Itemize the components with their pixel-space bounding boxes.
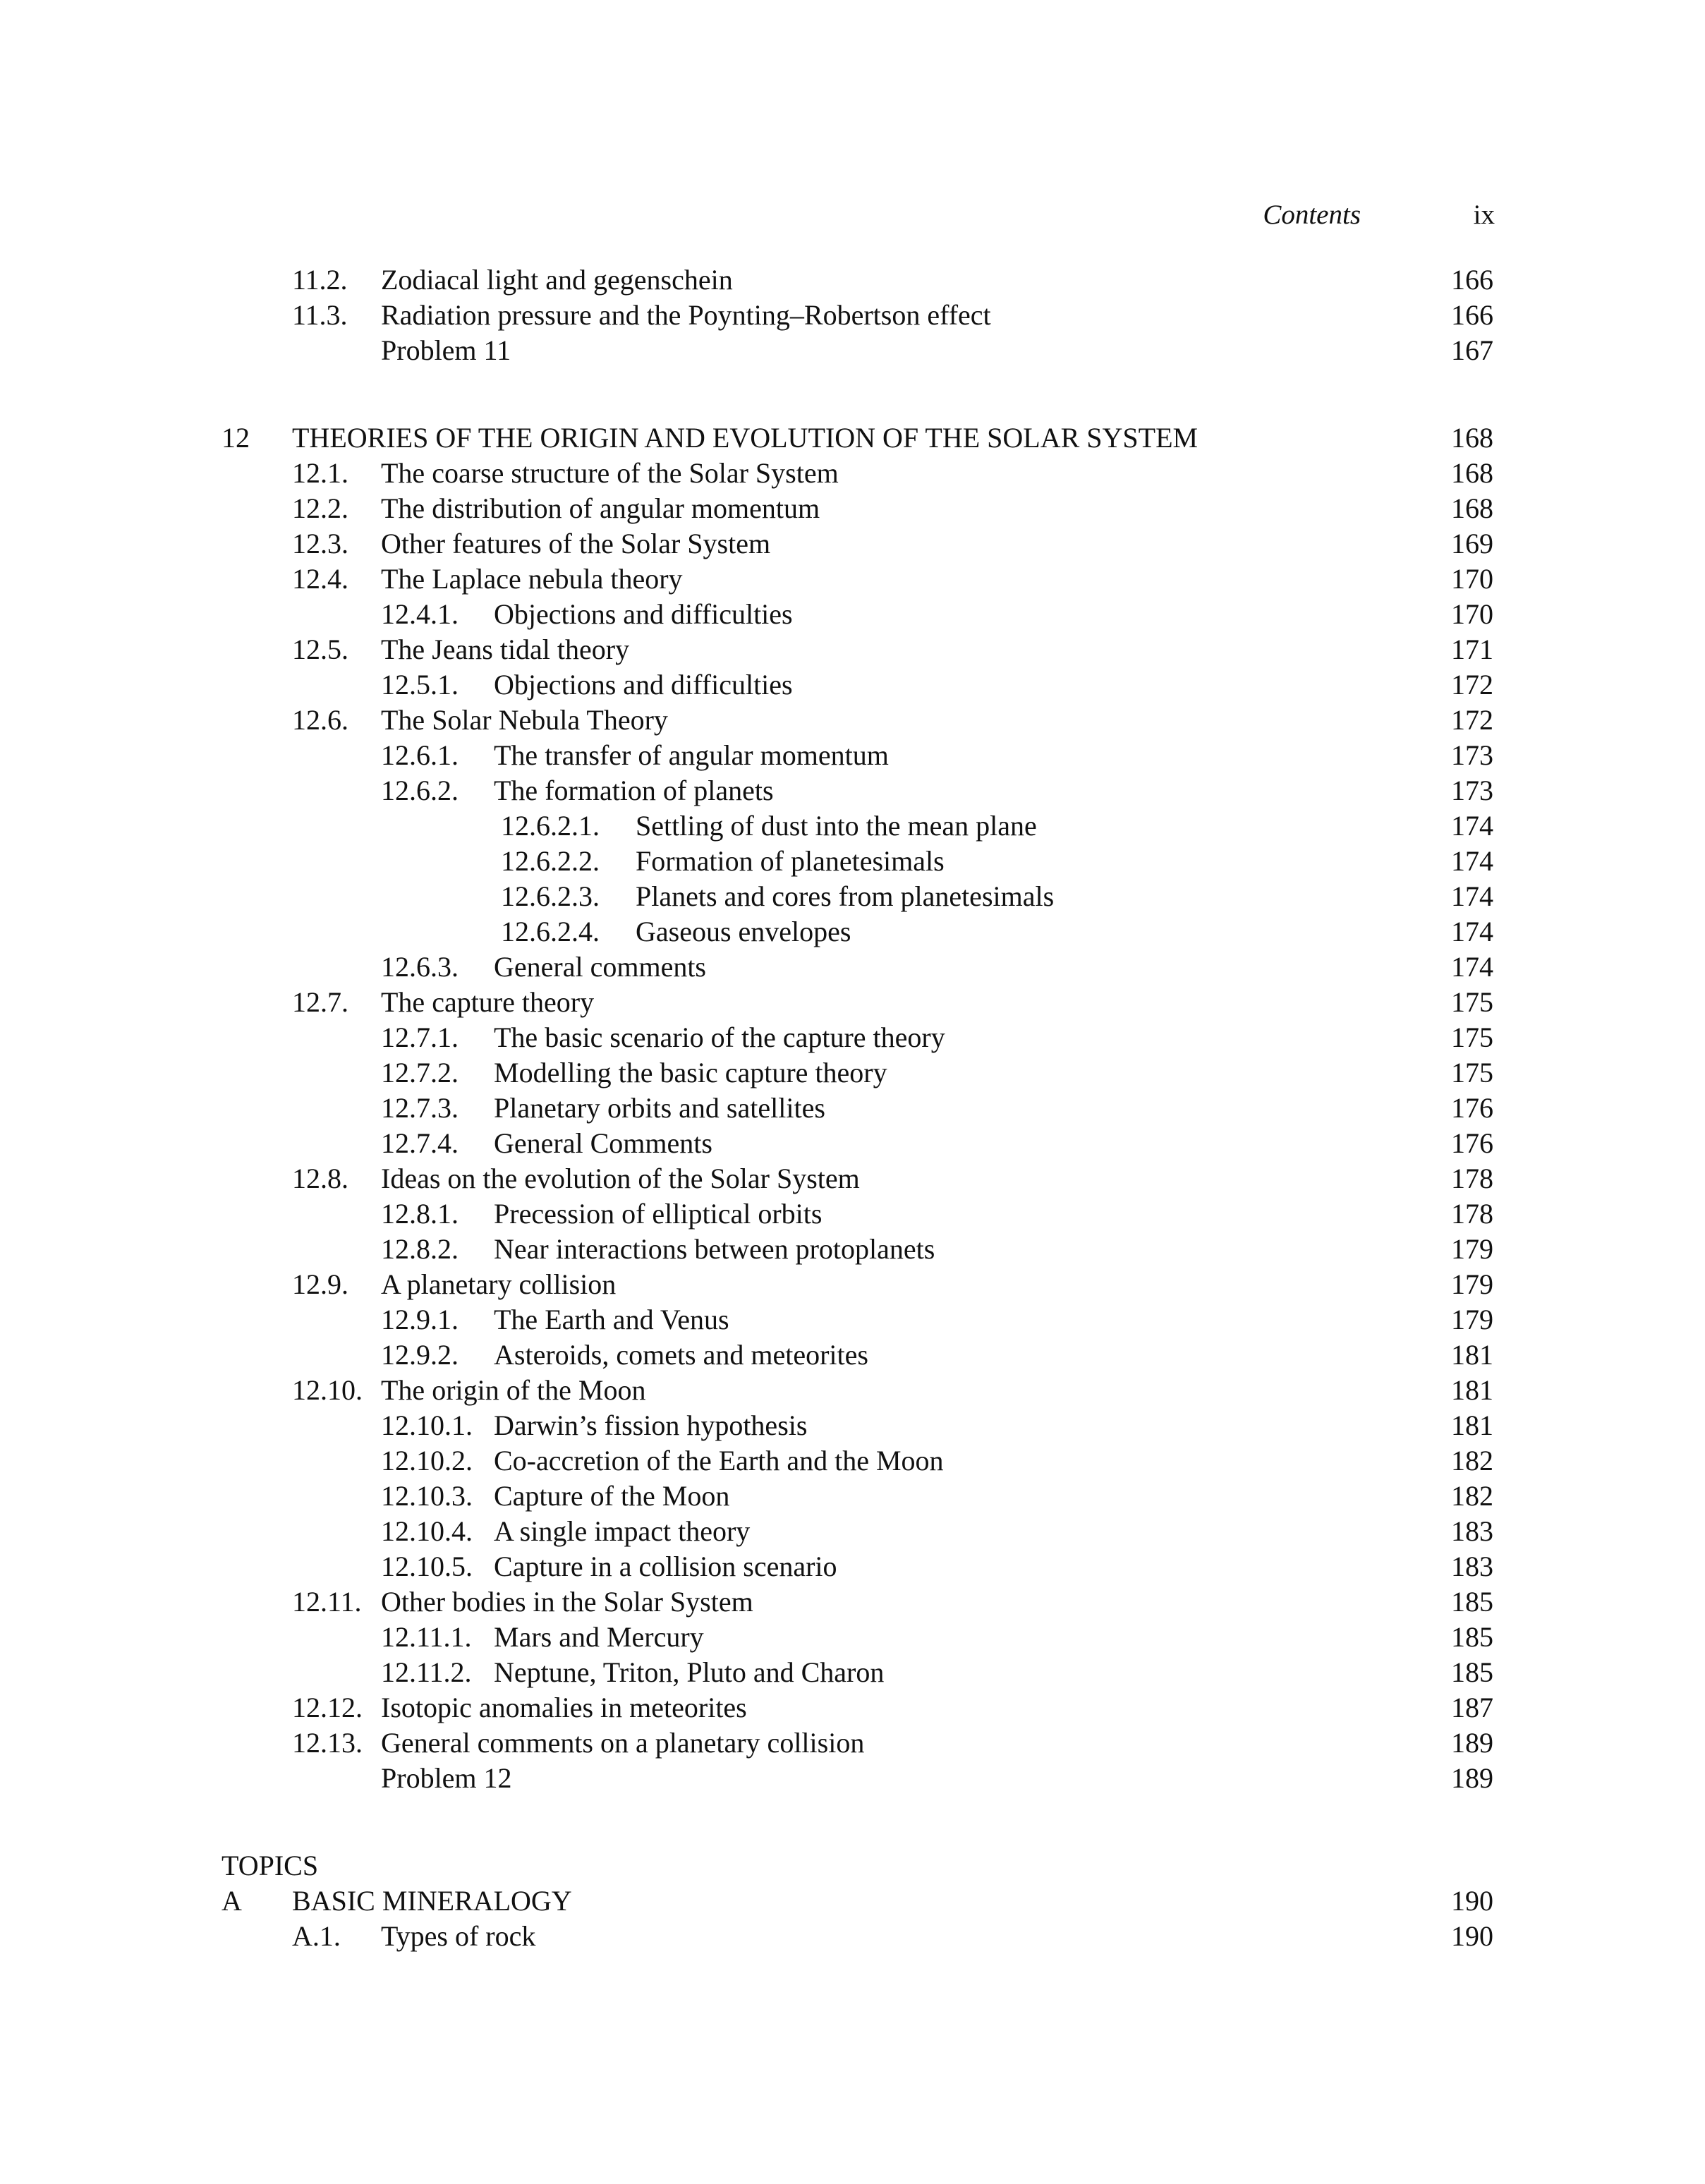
toc-entry[interactable] xyxy=(0,1479,1705,1514)
toc-entry-page: 181 xyxy=(1451,1339,1493,1371)
toc-entry-number: 12.10.5. xyxy=(381,1551,473,1582)
toc-entry-title: Formation of planetesimals xyxy=(636,845,945,877)
toc-entry[interactable] xyxy=(0,1514,1705,1549)
toc-entry[interactable] xyxy=(0,1161,1705,1196)
toc-entry-title: Capture in a collision scenario xyxy=(494,1551,837,1582)
toc-entry-page: 185 xyxy=(1451,1656,1493,1688)
toc-entry-title: Types of rock xyxy=(381,1920,536,1952)
toc-entry[interactable] xyxy=(0,773,1705,808)
toc-entry-title: Near interactions between protoplanets xyxy=(494,1233,935,1265)
toc-entry[interactable] xyxy=(0,562,1705,597)
toc-entry-page: 179 xyxy=(1451,1233,1493,1265)
toc-entry[interactable] xyxy=(0,738,1705,773)
toc-entry-number: 12.4.1. xyxy=(381,598,459,630)
toc-entry-title: Other features of the Solar System xyxy=(381,528,771,559)
running-title: Contents xyxy=(1263,200,1361,230)
toc-entry-page: 175 xyxy=(1451,1057,1493,1088)
toc-entry-number: 12.11.1. xyxy=(381,1621,472,1653)
toc-entry-number: 12.6.3. xyxy=(381,951,459,983)
page-header xyxy=(0,199,1705,238)
toc-entry[interactable] xyxy=(0,597,1705,632)
toc-entry[interactable] xyxy=(0,914,1705,950)
toc-entry-title: Mars and Mercury xyxy=(494,1621,704,1653)
toc-entry-title: General comments xyxy=(494,951,706,983)
toc-entry-number: 12.8.1. xyxy=(381,1198,459,1230)
toc-entry-number: 12.6.2.1. xyxy=(501,810,600,842)
section-gap xyxy=(0,1796,1705,1848)
toc-entry-title: Radiation pressure and the Poynting–Robertson effect xyxy=(381,299,991,331)
toc-entry-number: 12.13. xyxy=(292,1727,363,1759)
toc-entry-title: Asteroids, comets and meteorites xyxy=(494,1339,868,1371)
toc-entry-number: 12.7.4. xyxy=(381,1127,459,1159)
table-of-contents xyxy=(0,262,1705,1954)
toc-entry[interactable] xyxy=(0,879,1705,914)
toc-entry-title: BASIC MINERALOGY xyxy=(292,1885,572,1917)
topics-heading[interactable] xyxy=(0,1848,1705,1883)
toc-entry-title: Objections and difficulties xyxy=(494,598,793,630)
toc-entry-number: 12.7.3. xyxy=(381,1092,459,1124)
toc-entry-number: 12.10.1. xyxy=(381,1409,473,1441)
toc-entry-title: THEORIES OF THE ORIGIN AND EVOLUTION OF THE SOLAR SYSTEM xyxy=(292,422,1199,454)
toc-entry[interactable] xyxy=(0,262,1705,298)
toc-entry-title: The basic scenario of the capture theory xyxy=(494,1021,945,1053)
toc-entry-title: The Jeans tidal theory xyxy=(381,633,630,665)
toc-entry[interactable] xyxy=(0,1549,1705,1584)
toc-entry-title: Problem 11 xyxy=(381,334,511,366)
toc-entry[interactable] xyxy=(0,1302,1705,1337)
toc-entry-page: 176 xyxy=(1451,1092,1493,1124)
toc-entry-number: 12.10.3. xyxy=(381,1480,473,1512)
toc-entry[interactable] xyxy=(0,1091,1705,1126)
toc-entry-title: The origin of the Moon xyxy=(381,1374,646,1406)
toc-entry[interactable] xyxy=(0,1690,1705,1725)
toc-entry-number: 12.4. xyxy=(292,563,348,595)
toc-entry-title: Darwin’s fission hypothesis xyxy=(494,1409,808,1441)
toc-entry-page: 176 xyxy=(1451,1127,1493,1159)
toc-entry[interactable] xyxy=(0,1055,1705,1091)
toc-entry-title: TOPICS xyxy=(222,1850,319,1881)
toc-entry-number: 12.11.2. xyxy=(381,1656,472,1688)
toc-entry-number: 12.8. xyxy=(292,1163,348,1194)
toc-entry-page: 175 xyxy=(1451,1021,1493,1053)
toc-entry-number: 12.7.2. xyxy=(381,1057,459,1088)
toc-entry-title: Ideas on the evolution of the Solar System xyxy=(381,1163,860,1194)
toc-entry-page: 166 xyxy=(1451,264,1493,296)
toc-entry-title: The capture theory xyxy=(381,986,595,1018)
toc-entry-page: 174 xyxy=(1451,916,1493,947)
toc-entry-page: 183 xyxy=(1451,1515,1493,1547)
toc-entry[interactable] xyxy=(0,1584,1705,1620)
toc-entry-page: 178 xyxy=(1451,1163,1493,1194)
toc-entry[interactable] xyxy=(0,1883,1705,1919)
toc-entry-number: 12.11. xyxy=(292,1586,362,1618)
section-gap xyxy=(0,368,1705,420)
toc-entry-title: The coarse structure of the Solar System xyxy=(381,457,839,489)
toc-entry-page: 174 xyxy=(1451,880,1493,912)
toc-entry-number: 12.3. xyxy=(292,528,348,559)
toc-entry-title: Neptune, Triton, Pluto and Charon xyxy=(494,1656,885,1688)
page-number: ix xyxy=(1473,200,1495,230)
toc-entry-title: General comments on a planetary collision xyxy=(381,1727,865,1759)
toc-entry[interactable] xyxy=(0,703,1705,738)
toc-entry-number: 12 xyxy=(222,422,250,454)
toc-entry[interactable] xyxy=(0,1620,1705,1655)
toc-entry-page: 185 xyxy=(1451,1586,1493,1618)
toc-entry-page: 189 xyxy=(1451,1727,1493,1759)
toc-entry-title: Capture of the Moon xyxy=(494,1480,730,1512)
toc-entry[interactable] xyxy=(0,808,1705,844)
toc-entry[interactable] xyxy=(0,1443,1705,1479)
toc-entry-page: 182 xyxy=(1451,1445,1493,1476)
toc-entry-page: 173 xyxy=(1451,775,1493,806)
toc-entry[interactable] xyxy=(0,491,1705,526)
toc-entry-page: 185 xyxy=(1451,1621,1493,1653)
toc-entry-number: 12.6. xyxy=(292,704,348,736)
toc-entry-page: 168 xyxy=(1451,457,1493,489)
toc-entry[interactable] xyxy=(0,1337,1705,1373)
toc-entry-title: Other bodies in the Solar System xyxy=(381,1586,753,1618)
toc-entry-title: The formation of planets xyxy=(494,775,774,806)
toc-entry-title: The distribution of angular momentum xyxy=(381,492,820,524)
toc-entry-number: 11.3. xyxy=(292,299,348,331)
toc-entry-number: 12.6.1. xyxy=(381,739,459,771)
toc-entry[interactable] xyxy=(0,1761,1705,1796)
toc-entry-number: 12.7.1. xyxy=(381,1021,459,1053)
toc-entry-number: 12.9. xyxy=(292,1268,348,1300)
toc-entry-number: 12.5. xyxy=(292,633,348,665)
toc-entry-number: 12.6.2.4. xyxy=(501,916,600,947)
toc-entry-page: 166 xyxy=(1451,299,1493,331)
toc-entry-page: 189 xyxy=(1451,1762,1493,1794)
toc-entry-page: 169 xyxy=(1451,528,1493,559)
toc-entry[interactable] xyxy=(0,1267,1705,1302)
toc-entry-title: Precession of elliptical orbits xyxy=(494,1198,823,1230)
toc-entry-number: 12.7. xyxy=(292,986,348,1018)
toc-entry[interactable] xyxy=(0,667,1705,703)
toc-entry-page: 174 xyxy=(1451,951,1493,983)
toc-entry-number: 12.1. xyxy=(292,457,348,489)
toc-entry-title: Zodiacal light and gegenschein xyxy=(381,264,733,296)
toc-entry[interactable] xyxy=(0,1919,1705,1954)
toc-entry-title: Objections and difficulties xyxy=(494,669,793,700)
toc-entry[interactable] xyxy=(0,1126,1705,1161)
toc-entry[interactable] xyxy=(0,985,1705,1020)
toc-entry-page: 172 xyxy=(1451,669,1493,700)
toc-entry-page: 190 xyxy=(1451,1885,1493,1917)
toc-entry-page: 187 xyxy=(1451,1692,1493,1723)
toc-entry-number: 12.6.2.2. xyxy=(501,845,600,877)
toc-entry[interactable] xyxy=(0,1408,1705,1443)
toc-entry-number: 12.10.4. xyxy=(381,1515,473,1547)
toc-entry-page: 182 xyxy=(1451,1480,1493,1512)
toc-entry[interactable] xyxy=(0,298,1705,333)
toc-entry-number: 12.5.1. xyxy=(381,669,459,700)
toc-entry[interactable] xyxy=(0,526,1705,562)
toc-entry-page: 174 xyxy=(1451,845,1493,877)
toc-entry-title: Settling of dust into the mean plane xyxy=(636,810,1037,842)
toc-entry-page: 181 xyxy=(1451,1374,1493,1406)
toc-entry[interactable] xyxy=(0,333,1705,368)
toc-entry-title: Co-accretion of the Earth and the Moon xyxy=(494,1445,944,1476)
toc-entry-page: 179 xyxy=(1451,1304,1493,1335)
toc-entry-title: Isotopic anomalies in meteorites xyxy=(381,1692,747,1723)
toc-entry-page: 172 xyxy=(1451,704,1493,736)
toc-entry-title: General Comments xyxy=(494,1127,712,1159)
toc-entry-page: 181 xyxy=(1451,1409,1493,1441)
toc-entry-title: Problem 12 xyxy=(381,1762,512,1794)
toc-entry-page: 190 xyxy=(1451,1920,1493,1952)
toc-entry-page: 173 xyxy=(1451,739,1493,771)
toc-entry-number: 12.2. xyxy=(292,492,348,524)
toc-entry[interactable] xyxy=(0,1373,1705,1408)
toc-entry-page: 170 xyxy=(1451,563,1493,595)
toc-entry[interactable] xyxy=(0,1020,1705,1055)
toc-entry[interactable] xyxy=(0,1655,1705,1690)
toc-entry[interactable] xyxy=(0,950,1705,985)
toc-entry[interactable] xyxy=(0,1196,1705,1232)
toc-entry-page: 167 xyxy=(1451,334,1493,366)
toc-entry-page: 168 xyxy=(1451,422,1493,454)
toc-entry-page: 175 xyxy=(1451,986,1493,1018)
toc-entry[interactable] xyxy=(0,1232,1705,1267)
toc-entry-page: 183 xyxy=(1451,1551,1493,1582)
toc-entry-title: The Laplace nebula theory xyxy=(381,563,683,595)
toc-entry[interactable] xyxy=(0,456,1705,491)
toc-entry-number: A xyxy=(222,1885,242,1917)
toc-entry-title: Gaseous envelopes xyxy=(636,916,851,947)
toc-entry-number: 12.8.2. xyxy=(381,1233,459,1265)
toc-entry-title: The Earth and Venus xyxy=(494,1304,729,1335)
toc-entry-title: A planetary collision xyxy=(381,1268,617,1300)
toc-entry-page: 168 xyxy=(1451,492,1493,524)
toc-entry-page: 178 xyxy=(1451,1198,1493,1230)
toc-entry-page: 174 xyxy=(1451,810,1493,842)
toc-entry-title: Modelling the basic capture theory xyxy=(494,1057,887,1088)
toc-entry-title: A single impact theory xyxy=(494,1515,751,1547)
toc-entry-number: 12.12. xyxy=(292,1692,363,1723)
toc-entry-number: 12.9.1. xyxy=(381,1304,459,1335)
toc-entry-page: 171 xyxy=(1451,633,1493,665)
toc-entry[interactable] xyxy=(0,420,1705,456)
toc-entry[interactable] xyxy=(0,632,1705,667)
toc-entry-number: 12.10.2. xyxy=(381,1445,473,1476)
toc-entry-number: 11.2. xyxy=(292,264,348,296)
toc-entry-number: 12.6.2.3. xyxy=(501,880,600,912)
toc-entry-page: 179 xyxy=(1451,1268,1493,1300)
toc-entry-title: The transfer of angular momentum xyxy=(494,739,889,771)
toc-entry-number: 12.10. xyxy=(292,1374,363,1406)
toc-entry-number: 12.6.2. xyxy=(381,775,459,806)
toc-entry[interactable] xyxy=(0,1725,1705,1761)
toc-entry-page: 170 xyxy=(1451,598,1493,630)
toc-entry-number: A.1. xyxy=(292,1920,341,1952)
toc-entry-title: Planets and cores from planetesimals xyxy=(636,880,1055,912)
toc-entry-number: 12.9.2. xyxy=(381,1339,459,1371)
toc-entry[interactable] xyxy=(0,844,1705,879)
toc-entry-title: The Solar Nebula Theory xyxy=(381,704,668,736)
toc-entry-title: Planetary orbits and satellites xyxy=(494,1092,825,1124)
